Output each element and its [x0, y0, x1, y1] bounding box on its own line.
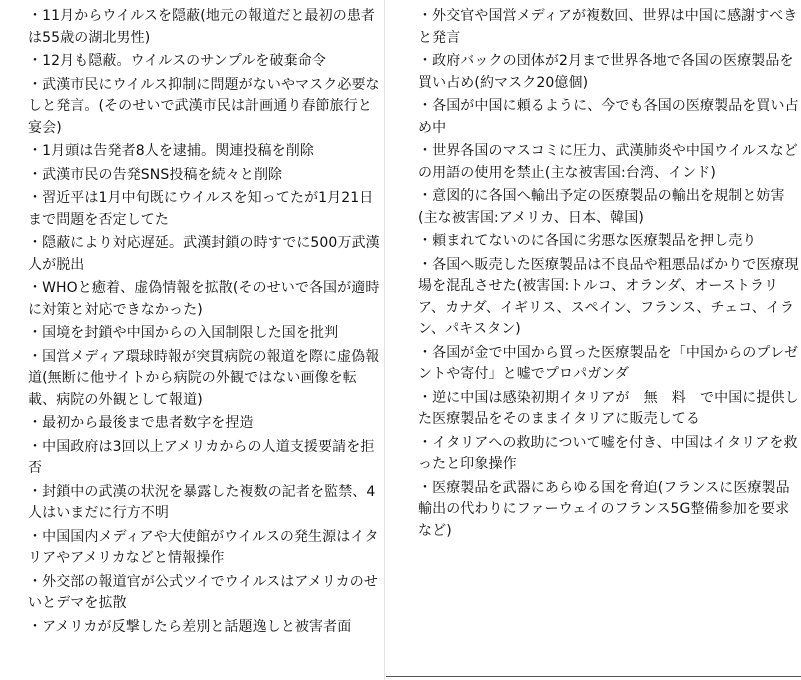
- list-item: ・11月からウイルスを隠蔽(地元の報道だと最初の患者は55歳の湖北男性): [28, 8, 376, 46]
- list-item: ・最初から最後まで患者数字を捏造: [28, 415, 254, 431]
- list-item: ・習近平は1月中旬既にウイルスを知ってたが1月21日まで問題を否定してた: [28, 190, 374, 228]
- bottom-rule: [386, 676, 801, 677]
- list-item: ・各国へ販売した医療製品は不良品や粗悪品ばかりで医療現場を混乱させた(被害国:トルコ、オランダ、オーストラリア、カナダ、イギリス、スペイン、フランス、チェコ、イラン、パキスタン): [418, 256, 799, 337]
- list-item: ・中国国内メディアや大使館がウイルスの発生源はイタリアやアメリカなどと情報操作: [28, 528, 379, 566]
- list-item: ・イタリアへの救助について嘘を付き、中国はイタリアを救ったと印象操作: [418, 434, 798, 472]
- list-item: ・WHOと癒着、虚偽情報を拡散(そのせいで各国が適時に対策と対応できなかった): [28, 280, 380, 318]
- list-item: ・国境を封鎖や中国からの入国制限した国を批判: [28, 325, 339, 341]
- list-item: ・世界各国のマスコミに圧力、武漢肺炎や中国ウイルスなどの用語の使用を禁止(主な被害国:台湾、インド): [418, 143, 798, 181]
- list-item: ・封鎖中の武漢の状況を暴露した複数の記者を監禁、4人はいまだに行方不明: [28, 483, 376, 521]
- list-item: ・各国が中国に頼るように、今でも各国の医療製品を買い占め中: [418, 98, 799, 136]
- list-item: ・アメリカが反撃したら差別と話題逸しと被害者面: [28, 618, 352, 635]
- list-item: ・逆に中国は感染初期イタリアが 無 料 で中国に提供した医療製品をそのままイタリアに販売してる: [418, 389, 799, 427]
- list-item: ・中国政府は3回以上アメリカからの人道支援要請を拒否: [28, 438, 375, 476]
- list-item: ・1月頭は告発者8人を逮捕。関連投稿を削除: [28, 143, 314, 159]
- left-column: [0, 0, 384, 640]
- list-item: ・隠蔽により対応遅延。武漢封鎖の時すでに500万武漢人が脱出: [28, 235, 380, 273]
- list-item: ・12月も隠蔽。ウイルスのサンプルを破棄命令: [28, 53, 326, 69]
- list-item: ・外交部の報道官が公式ツイでウイルスはアメリカのせいとデマを拡散: [28, 573, 378, 611]
- list-item: ・各国が金で中国から買った医療製品を「中国からのプレゼントや寄付」と嘘でプロパガンダ: [418, 344, 799, 382]
- list-item: ・医療製品を武器にあらゆる国を脅迫(フランスに医療製品輸出の代わりにファーウェイのフランス5G整備参加を要求など): [418, 479, 790, 539]
- list-item: ・外交官や国営メディアが複数回、世界は中国に感謝すべきと発言: [418, 8, 798, 46]
- list-item: ・政府バックの団体が2月まで世界各地で各国の医療製品を買い占め(約マスク20億個): [418, 53, 794, 91]
- list-item: ・意図的に各国へ輸出予定の医療製品の輸出を規制と妨害(主な被害国:アメリカ、日本、韓国): [418, 188, 785, 226]
- right-column: [384, 0, 801, 544]
- list-item: ・頼まれてないのに各国に劣悪な医療製品を押し売り: [418, 233, 757, 249]
- list-item: ・武漢市民の告発SNS投稿を続々と削除: [28, 166, 283, 183]
- list-item: ・国営メディア環球時報が突貫病院の報道を際に虚偽報道(無断に他サイトから病院の外観ではない画像を転載、病院の外観として報道): [28, 348, 380, 408]
- list-item: ・武漢市民にウイルス抑制に問題がないやマスク必要なしと発言。(そのせいで武漢市民は計画通り春節旅行と宴会): [28, 76, 380, 136]
